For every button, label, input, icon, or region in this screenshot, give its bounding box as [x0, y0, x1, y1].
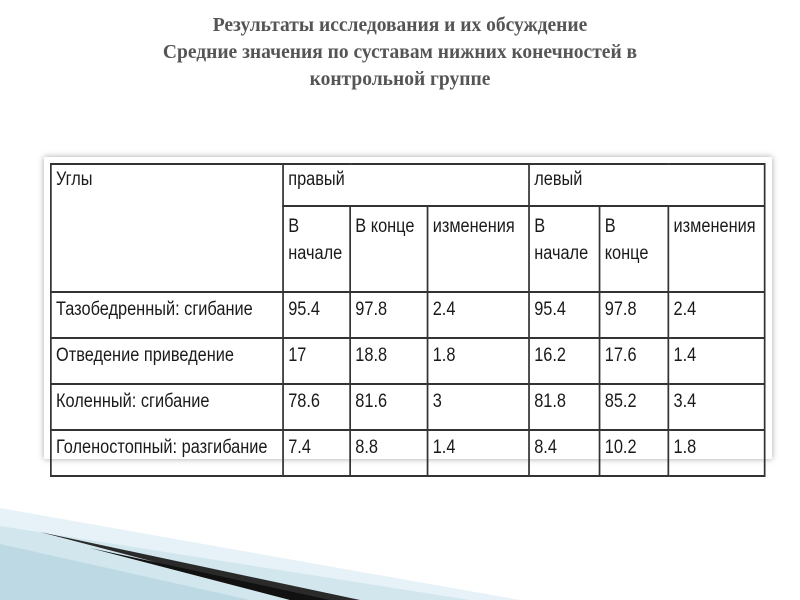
cell: 3.4: [668, 384, 764, 430]
cell: 1.8: [668, 430, 764, 476]
row-label: Отведение приведение: [51, 338, 283, 384]
corner-header: Углы: [51, 164, 283, 292]
sub-header: В конце: [350, 206, 427, 292]
cell: 16.2: [529, 338, 600, 384]
row-label: Тазобедренный: сгибание: [51, 292, 283, 338]
title-line-2: Средние значения по суставам нижних конечностей в: [162, 42, 638, 63]
cell: 3: [428, 384, 530, 430]
cell: 95.4: [283, 292, 350, 338]
cell: 2.4: [428, 292, 530, 338]
sub-header: В начале: [529, 206, 600, 292]
sub-header: В начале: [283, 206, 350, 292]
decorative-swoosh: [0, 500, 520, 600]
cell: 17.6: [600, 338, 669, 384]
side-header-left: левый: [529, 164, 765, 206]
table-row: [51, 292, 765, 338]
cell: 81.8: [529, 384, 600, 430]
cell: 1.8: [428, 338, 530, 384]
header-row-sides: [51, 164, 765, 206]
slide-title: [40, 12, 760, 93]
cell: 8.4: [529, 430, 600, 476]
cell: 7.4: [283, 430, 350, 476]
cell: 1.4: [668, 338, 764, 384]
cell: 95.4: [529, 292, 600, 338]
results-table: [50, 163, 766, 477]
sub-header: изменения: [428, 206, 530, 292]
cell: 85.2: [600, 384, 669, 430]
side-header-right: правый: [283, 164, 529, 206]
cell: 8.8: [350, 430, 427, 476]
table-row: [51, 338, 765, 384]
cell: 18.8: [350, 338, 427, 384]
table-image-frame: [44, 157, 772, 459]
cell: 17: [283, 338, 350, 384]
title-line-3: контрольной группе: [309, 69, 491, 90]
cell: 97.8: [600, 292, 669, 338]
cell: 10.2: [600, 430, 669, 476]
row-label: Коленный: сгибание: [51, 384, 283, 430]
sub-header: изменения: [668, 206, 764, 292]
cell: 2.4: [668, 292, 764, 338]
cell: 81.6: [350, 384, 427, 430]
title-line-1: Результаты исследования и их обсуждение: [212, 15, 588, 36]
cell: 1.4: [428, 430, 530, 476]
cell: 78.6: [283, 384, 350, 430]
sub-header: В конце: [600, 206, 669, 292]
table-row: [51, 384, 765, 430]
row-label: Голеностопный: разгибание: [51, 430, 283, 476]
table-row: [51, 430, 765, 476]
cell: 97.8: [350, 292, 427, 338]
